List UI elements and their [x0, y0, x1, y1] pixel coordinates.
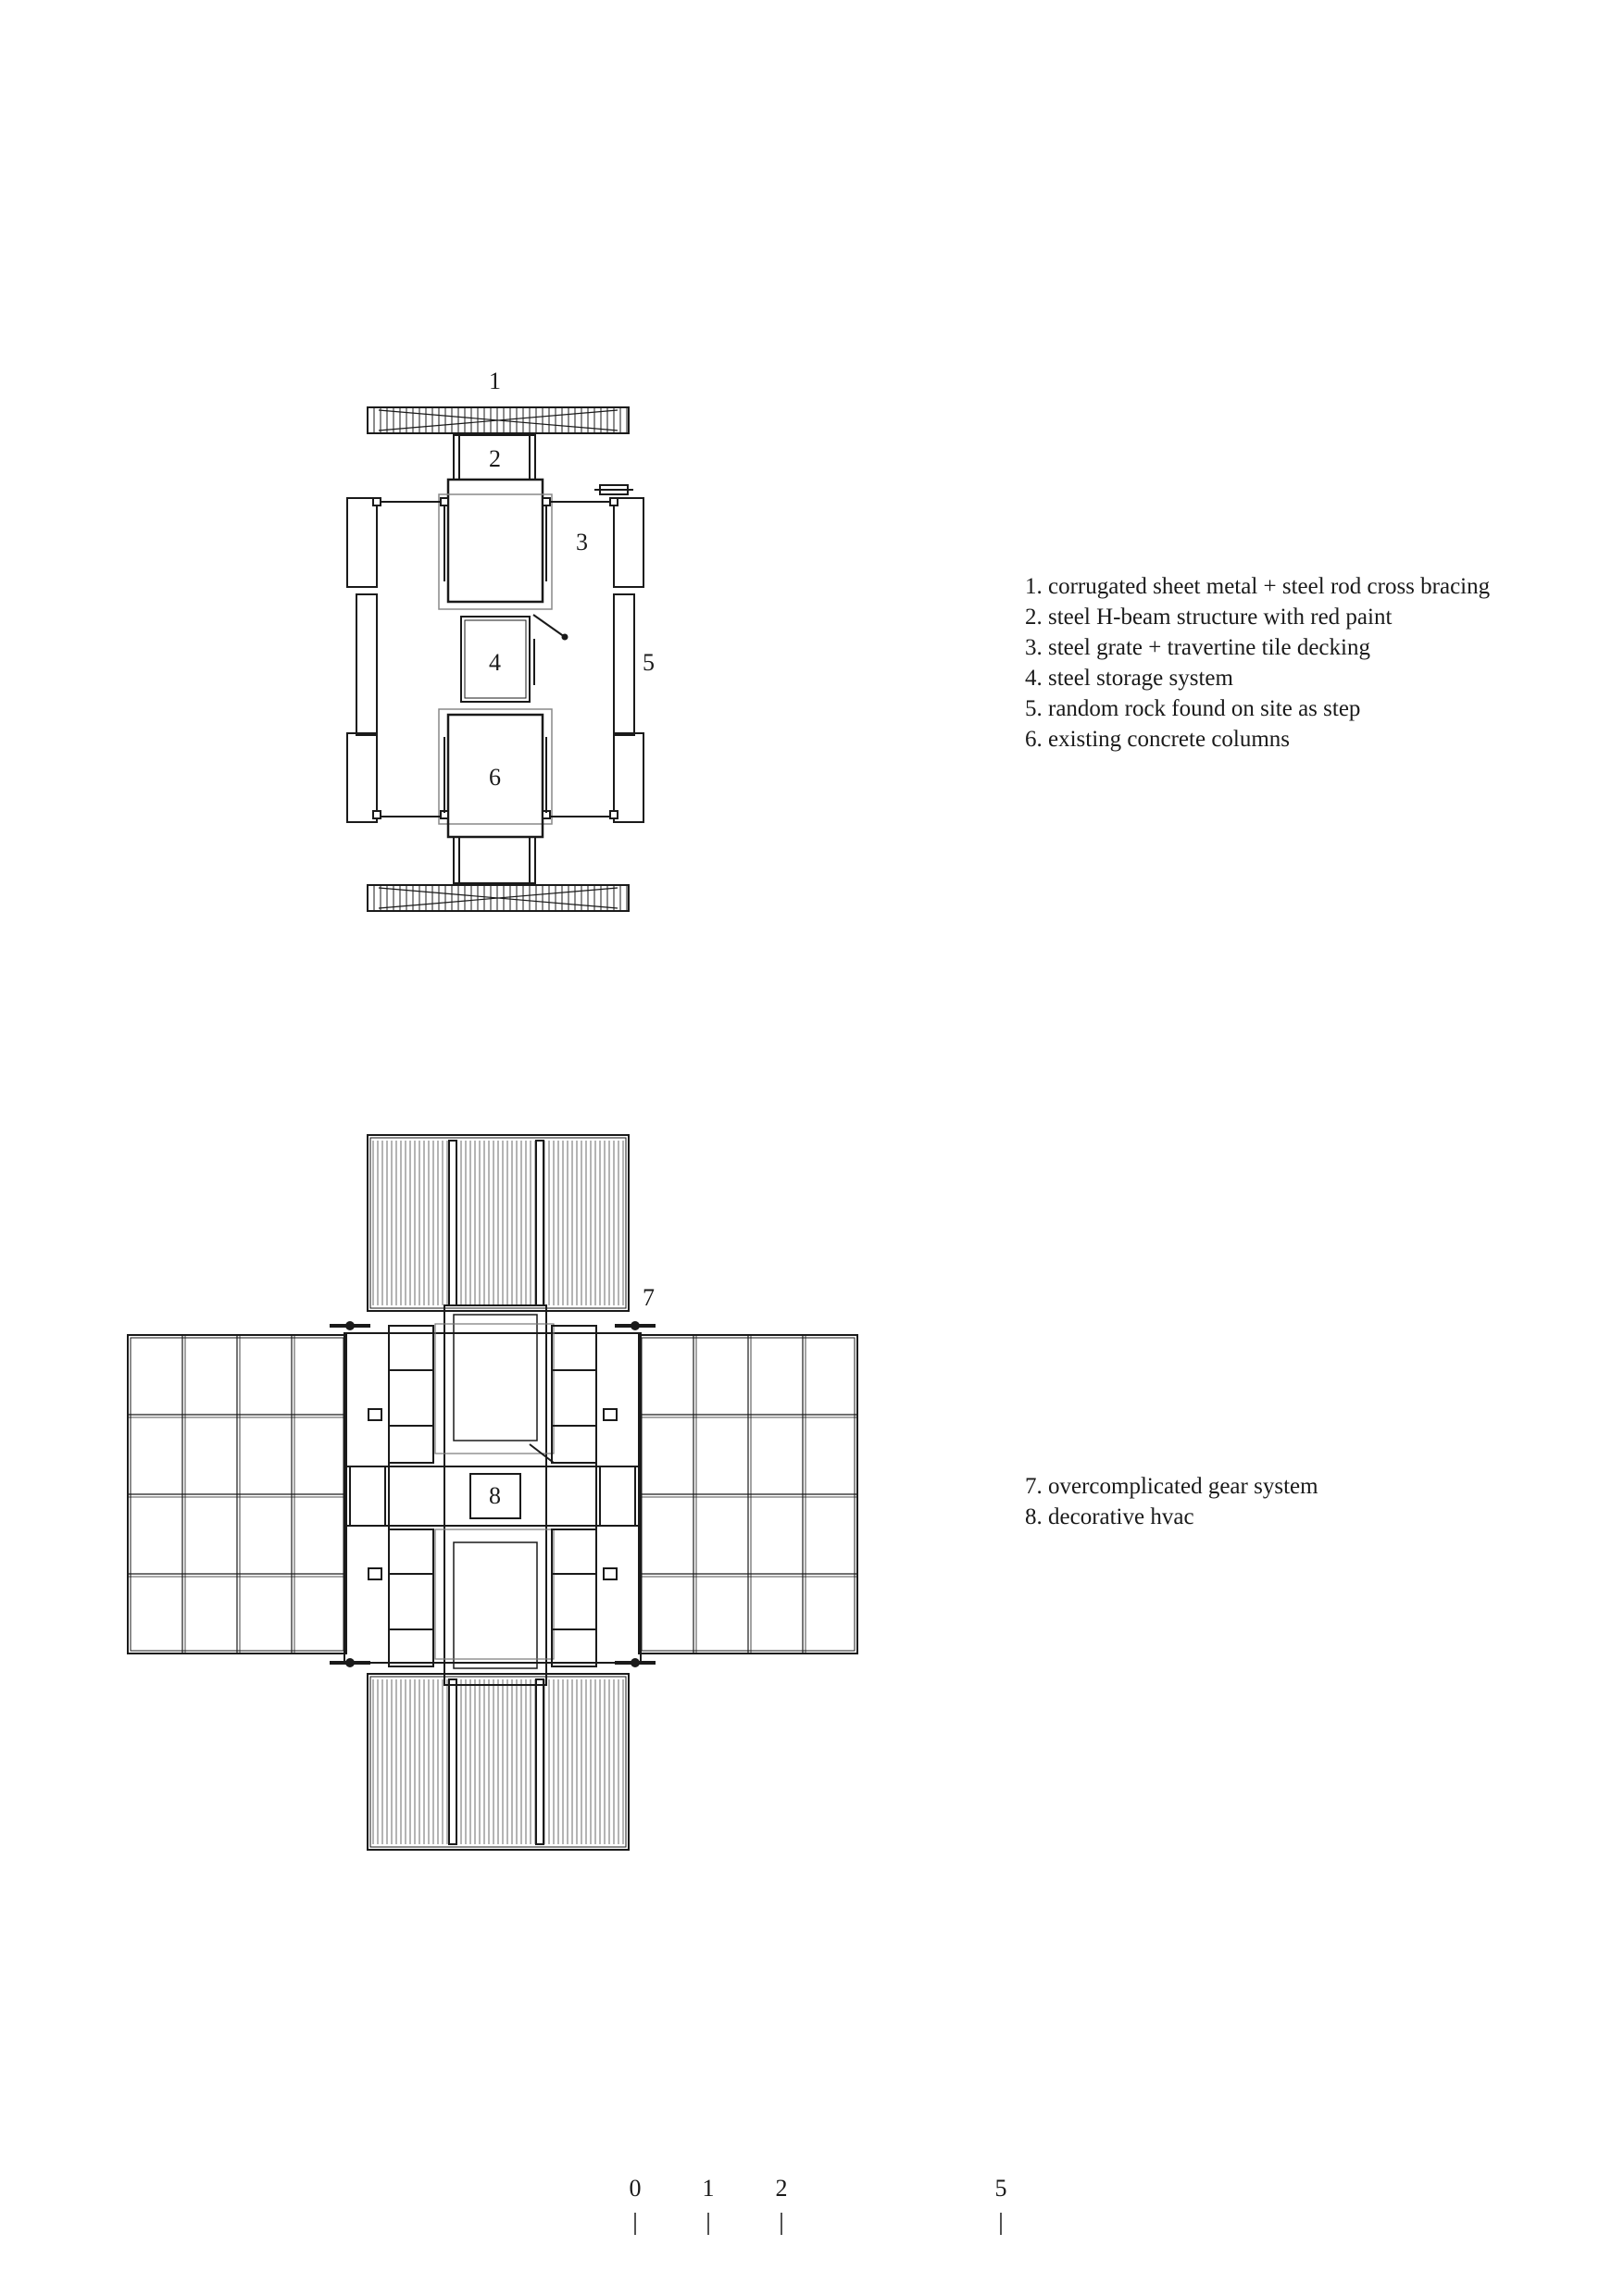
callout-2: 2: [489, 445, 501, 472]
scale-label: 2: [775, 2175, 788, 2202]
grid-deck-left: [128, 1335, 346, 1653]
callout-6: 6: [489, 764, 501, 791]
corrugated-panel-bottom: [368, 885, 629, 911]
legend-top: [1025, 571, 1490, 755]
roof-panel-bottom: [368, 1674, 629, 1850]
callout-3: 3: [576, 529, 588, 555]
scale-label: 5: [994, 2175, 1007, 2202]
h-beam-bottom: [454, 837, 535, 883]
legend-item: 1. corrugated sheet metal + steel rod cross bracing: [1025, 574, 1491, 599]
callout-8: 8: [489, 1482, 501, 1509]
callout-5: 5: [643, 649, 655, 676]
callout-7: 7: [643, 1284, 655, 1311]
legend-item: 6. existing concrete columns: [1025, 727, 1291, 752]
plan-top: [347, 368, 655, 911]
legend-item: 5. random rock found on site as step: [1025, 696, 1361, 721]
legend-item: 4. steel storage system: [1025, 666, 1233, 691]
callout-1: 1: [489, 368, 501, 394]
decking-right: [543, 485, 643, 822]
corrugated-panel-top: [368, 407, 629, 433]
scale-label: 1: [702, 2175, 715, 2202]
scale-bar: [630, 2175, 1007, 2235]
legend-item: 2. steel H-beam structure with red paint: [1025, 605, 1393, 630]
concrete-column-upper: [448, 480, 543, 602]
legend-item: 8. decorative hvac: [1025, 1504, 1194, 1529]
plan-bottom: [128, 1135, 857, 1850]
legend-item: 3. steel grate + travertine tile decking: [1025, 635, 1370, 660]
grid-deck-right: [639, 1335, 857, 1653]
roof-panel-top: [368, 1135, 629, 1311]
callout-4: 4: [489, 649, 501, 676]
legend-item: 7. overcomplicated gear system: [1025, 1474, 1318, 1499]
decking-left: [347, 498, 448, 822]
legend-bottom: [1025, 1471, 1318, 1532]
scale-label: 0: [629, 2175, 642, 2202]
